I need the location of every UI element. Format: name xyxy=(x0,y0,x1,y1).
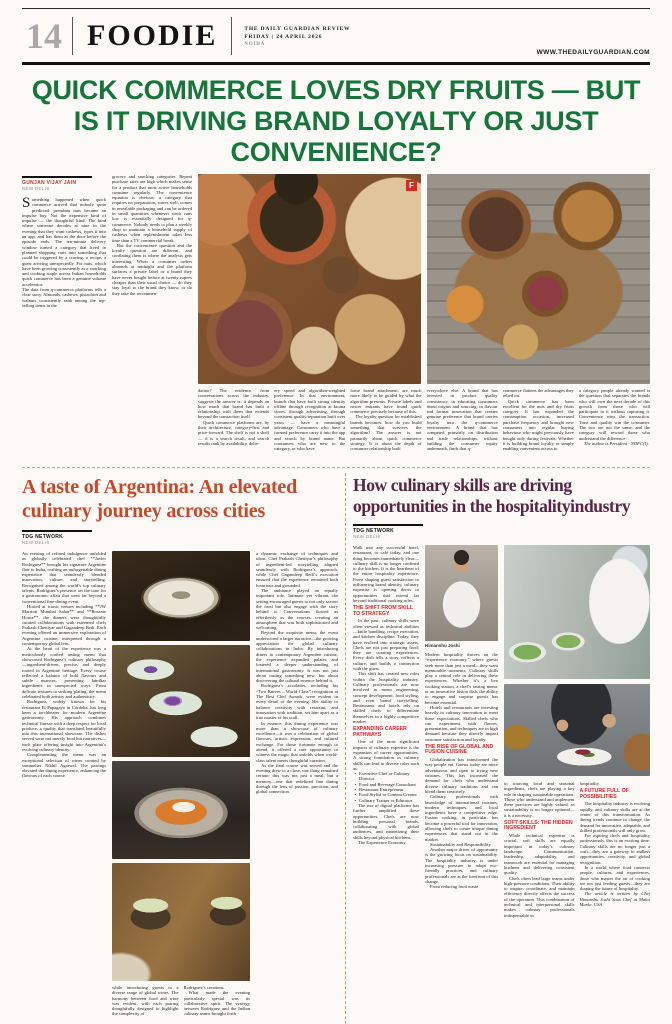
article1-column-4-text: ery speed and algorithm-weighted preference. In that environment, brands that have built strong identity offline through recognition at kirana stores, through advertising, through consistent quality reputation built over years — have a meaningful advantage. Consumers who have a formed preference carry it into the app and search by brand name. But consumers who are new to the category, or who have xyxy=(274,388,346,452)
author-name: TDG NETWORK xyxy=(22,534,64,540)
photo-dried-fruit-bowls xyxy=(427,174,650,384)
article2-column-3-text: Rodriguez’s creations. What made the evening particularly special was its collaborative spirit. The synergy between Rodriguez and the Indian culinary teams brought forth xyxy=(183,985,250,1017)
article3-column-1-text: Walk into any successful hotel, restaurant, or café today, and one thing becomes immediately clear—culinary skill is no longer confined to the kitchen. It is the heartbeat of the entire hospitality experience. From shaping guest satisfaction to influencing brand identity, culinary expertise is opening doors to opportunities that extend far beyond traditional cooking roles. THE SHIFT FROM SKILL TO STRATEGY In the past, culinary skills were often viewed as technical abilities—knife handling, recipe execution, and kitchen discipline. Today, they have evolved into strategic assets. Chefs are not just preparing food; they are curating experiences. Every dish tells a story, reflects a culture, and builds a connection with the guest. This shift has created new roles within the hospitality industry. Culinary professionals are now involved in menu engineering, concept development, food styling, and even brand storytelling. Restaurants and hotels rely on skilled chefs to differentiate themselves in a highly competitive market. EXPANDING CAREER PATHWAYS One of the most significant impacts of culinary expertise is the expansion of career opportunities. A strong foundation in culinary skills can lead to diverse roles such as: • Executive Chef or Culinary Director • Food and Beverage Consultant • Restaurant Entrepreneur • Food Stylist or Content Creator • Culinary Trainer or Educator The rise of digital platforms has further amplified these opportunities. Chefs are now building personal brands, collaborating with global audiences, and monetizing their skills beyond physical kitchens. The Experience Economy xyxy=(353,545,419,1024)
section-title: FOODIE xyxy=(87,19,218,52)
drop-cap: S xyxy=(22,195,31,211)
author-city: NEW DELHI xyxy=(22,540,50,545)
article1-column-8-text: a category people already wanted is the question that separates the brands who will own the next decade of this growth from those who will participate in it without capturing it. Convenience wins the transaction. Trust and quality win the consumer. The two are not the same, and the category will reward those who understand the difference. The author is President - NDFC(I). xyxy=(578,388,650,446)
photo-dry-fruits-flatlay xyxy=(198,174,421,384)
column-divider xyxy=(345,473,346,1024)
publication-city: NOIDA xyxy=(244,42,266,47)
article1-column-7-text: commerce flattens the advantages they relied on. Quick commerce has been excellent for the nuts and dry fruits category. It has expanded the consumption occasion, increased purchase frequency and brought new consumers into regular buying behaviour who might previously have bought only during festivals. Whether it is building brand loyalty or simply enabling convenient access to xyxy=(502,388,574,452)
photo-leaf-plates-purple-dish xyxy=(112,645,250,757)
article-quick-commerce xyxy=(0,75,672,460)
photo-cream-dish-bowl xyxy=(112,551,250,641)
publication-name: THE DAILY GUARDIAN REVIEW xyxy=(244,26,351,32)
author-city: NEW DELHI xyxy=(22,186,50,191)
author-name: GUNJAN VIJAY JAIN xyxy=(22,180,77,186)
photo-orange-soup-bowl xyxy=(112,761,250,859)
photo-garnish-bowls-wood xyxy=(112,863,250,981)
photo-kitchen-pass xyxy=(504,545,650,679)
article3-column-3-text: to sourcing local and seasonal ingredients, chefs are playing a key role in shaping sustainable operations. Those who understand and implement these practices are highly valued, as sustainability is no longer optional—it is a necessity. SOFT SKILLS: THE HIDDEN INGREDIENT While technical expertise is crucial, soft skills are equally important in today’s culinary landscape. Communication, leadership, adaptability, and teamwork are essential for managing kitchens and delivering consistent quality. Chefs often lead large teams under high-pressure conditions. Their ability to inspire, coordinate, and maintain efficiency directly affects the success of the operation. This combination of technical and interpersonal skills makes culinary professionals indispensable in xyxy=(504,781,575,918)
section-divider xyxy=(22,467,650,468)
publication-block xyxy=(232,24,350,48)
article2-column-4-text: a dynamic exchange of techniques and ideas. Chef Prakash Chettiyar’s philosophy of ingredient-led storytelling aligned seamlessly with Rodriguez’s approach, while Chef Gagandeep Bedi’s execution ensured that the experience remained both luxurious and grounded. The ambiance played an equally important role. Intimate yet vibrant, the setting encouraged guests to not only savour the food but also engage with the story behind it. Conversations flowed as effortlessly as the courses, creating an atmosphere that was both sophisticated and welcoming. Beyond the exquisite menu, the event underscored a larger narrative—the growing appreciation for global culinary collaborations in India. By introducing diners to contemporary Argentine cuisine, the experience expanded palates and fostered a deeper understanding of international gastronomy. It was not just about tasting something new, but about discovering the cultural essence behind it. Rodriguez’s accolades, including his “Two Knives – World Class” recognition at The Best Chef Awards, were evident in every detail of the evening. His ability to balance creativity with restraint, and innovation with tradition, set him apart as a true master of his craft. In essence, this dining experience was more than a showcase of culinary excellence—it was a celebration of global flavours, artistic expression, and cultural exchange. For those fortunate enough to attend, it offered a rare opportunity to witness the magic that unfolds when world-class talent meets thoughtful curation. As the final course was served and the evening drew to a close, one thing remained certain: this was not just a meal, but a memory—one that redefined fine dining through the lens of passion, precision, and global connection. xyxy=(256,551,338,795)
article1-column-1-text: The data from q-commerce platforms tells a clear story. Almonds, cashews, pistachios and walnuts consistently rank among the top-selling items in the xyxy=(22,287,106,308)
article1-byline xyxy=(22,176,92,192)
photo-watermark-badge: F xyxy=(406,180,417,191)
photo-chef-plating xyxy=(504,684,650,776)
article2-headline: A taste of Argentina: An elevated culinary journey across cities xyxy=(22,476,298,522)
article1-column-2-text: grocery and snacking categories. Repeat purchase rates are high which makes sense for a product that most active households consume regularly. The convenience equation is obvious: a category that requires no preparation, stores well, comes in resealable packaging and can be ordered in small quantities whenever stock runs low is essentially designed for q-commerce. Nobody needs to plan a weekly shop to maintain a household supply of cashews when replenishment takes less time than a TV commercial break. But the convenience question and the loyalty question are different, and conflating them is where the analysis gets interesting. When a consumer orders almonds at midnight and the platform surfaces a private label or a brand they have never bought before at twenty rupees cheaper than their usual choice — do they stay loyal to the brand they know, or do they take the recommen- xyxy=(112,174,192,296)
photo-chef-portrait xyxy=(425,545,498,641)
article3-column-4-text: hospitality. A FUTURE FULL OF POSSIBILITIES The hospitality industry is evolving rapidly, and culinary skills are at the center of this transformation. As dining trends continue to change, the demand for innovative, adaptable, and skilled professionals will only grow. For aspiring chefs and hospitality professionals, this is an exciting time. Culinary skills are no longer just a craft—they are a gateway to endless opportunities, creativity, and global recognition. In a world where food connects people, cultures, and experiences, those who master the art of cooking are not just feeding guests—they are shaping the future of hospitality. The article is written by Chef Himanshu Joshi Sous Chef at Malai Marke, USA xyxy=(579,781,650,908)
article-argentina xyxy=(22,473,338,1024)
author-name: TDG NETWORK xyxy=(353,528,395,534)
masthead xyxy=(22,8,650,65)
portrait-caption: Himanshu Joshi xyxy=(425,643,460,648)
article2-byline xyxy=(22,530,92,546)
masthead-rule xyxy=(22,62,650,65)
article3-column-2-text: Modern hospitality thrives on the “experience economy,” where guests seek more than just a meal—they want memorable moments. Culinary skills play a central role in delivering these experiences. Whether it’s a live cooking station, a chef’s tasting menu, or an innovative fusion dish, the ability to engage and surprise guests has become essential. Hotels and restaurants are investing heavily in culinary innovation to meet these expectations. Skilled chefs who can experiment with flavors, presentation, and techniques are in high demand because they directly impact customer satisfaction and loyalty. THE RISE OF GLOBAL AND FUSION CUISINE Globalization has transformed the way people eat. Guests today are more adventurous and open to trying new cuisines. This has increased the demand for chefs who understand diverse culinary traditions and can blend them creatively. Culinary professionals with knowledge of international cuisines, modern techniques, and local ingredients have a competitive edge. Fusion cooking, in particular, has become a powerful tool for innovation, allowing chefs to create unique dining experiences that stand out in the market. Sustainability and Responsibility Another major driver of opportunity is the growing focus on sustainability. The hospitality industry is under increasing pressure to adopt eco-friendly practices, and culinary professionals are at the forefront of this change. From reducing food waste xyxy=(425,652,498,890)
article1-column-1 xyxy=(22,174,106,460)
article1-column-5-text: loose brand attachment, are much more likely to be guided by what the algorithm presents. Private labels and newer entrants have found quick commerce precisely because of this. The loyalty question for established brands becomes: how do you build something that survives the algorithm? The answer is not primarily about quick commerce strategy. It is about the depth of consumer relationship built xyxy=(350,388,422,452)
author-city: NEW DELHI xyxy=(353,534,381,539)
page-number: 14 xyxy=(26,16,62,56)
article1-headline: QUICK COMMERCE LOVES DRY FRUITS — BUT IS IT DRIVING BRAND LOYALTY OR JUST CONVENIENCE? xyxy=(31,75,641,167)
article3-byline xyxy=(353,524,423,540)
article1-column-3-text: dation? The evidence, from conversations across the industry, suggests the answer is: it depends on how much that brand has built a relationship with them that extends beyond the transaction itself. Quick commerce platforms are, by their architecture, category-first and price-forward. The shelf is not a shelf — it is a search result, and search results rank by availability, deliv- xyxy=(198,388,270,446)
publication-date: FRIDAY | 24 APRIL 2026 xyxy=(244,33,323,40)
article2-column-1-text: An evening of refined indulgence unfolded as globally celebrated chef **Javier Rodriguez** brought his signature Argentine flair to India, crafting an unforgettable dining experience that seamlessly blended innovation, culture, and storytelling. Recognised among the world’s top culinary talents, Rodriguez’s presence set the tone for a gastronomic affair that went far beyond a conventional fine-dining event. Hosted at iconic venues including **JW Marriott Mumbai Sahar** and **Roseate House**, the dinners were thoughtfully curated collaborations with esteemed chefs Prakash Chettiyar and Gagandeep Bedi. Each evening offered an immersive exploration of Argentine cuisine, interpreted through a contemporary global lens. At the heart of the experience was a meticulously crafted tasting menu that showcased Rodriguez’s culinary philosophy—ingredient-driven, precise, and deeply rooted in Argentine heritage. Every course reflected a balance of bold flavours and subtle nuances, presenting familiar ingredients in unexpected ways. From delicate textures to striking plating, the menu celebrated both artistry and authenticity. Rodriguez, widely known for his restaurant El Papagayo in Córdoba, has long been a torchbearer for modern Argentine gastronomy. His approach combines technical finesse with a deep respect for local produce, a quality that translated beautifully into this international showcase. The dishes served were not merely food but narratives—each plate offering insight into Argentina’s evolving culinary identity. Complementing the menu was an exceptional selection of wines curated by sommelier Nikhil Agarwal. The pairings elevated the dining experience, enhancing the flavours of each course xyxy=(22,551,106,779)
lead-paragraph: Something happened when quick commerce arrived that nobody quite predicted: premium nuts became an impulse buy. Not the expensive kind of impulse — the thoughtful kind. The kind where someone decides at nine in the evening that they want cashews, types it into an app, and has them at the door before the episode ends. The ten-minute delivery window turned a category that lived in planned shopping carts into something that could be triggered by a craving, a recipe, a guest arriving unexpectedly. For nuts, which have been growing consistently as a snacking and cooking staple across Indian households quick commerce has been a genuine volume accelerator. xyxy=(22,195,106,287)
article3-headline: How culinary skills are driving opportunities in the hospitalityindustry xyxy=(353,475,631,516)
website-link[interactable]: WWW.THEDAILYGUARDIAN.COM xyxy=(536,49,650,56)
article-culinary-skills xyxy=(353,473,650,1024)
article2-column-2-text: while introducing guests to a diverse range of global wines. The harmony between food and wine was evident, with each pairing thoughtfully designed to highlight the complexity of xyxy=(112,985,179,1017)
article1-column-6-text: everywhere else. A brand that has invested in product quality consistency, in educating consumers about origins and sourcing, in flavour and format innovation that creates genuine preference that brand carries loyalty into the q-commerce environment. A brand that has competed primarily on distribution and trade relationships, without building the consumer equity underneath, finds that q- xyxy=(426,388,498,452)
